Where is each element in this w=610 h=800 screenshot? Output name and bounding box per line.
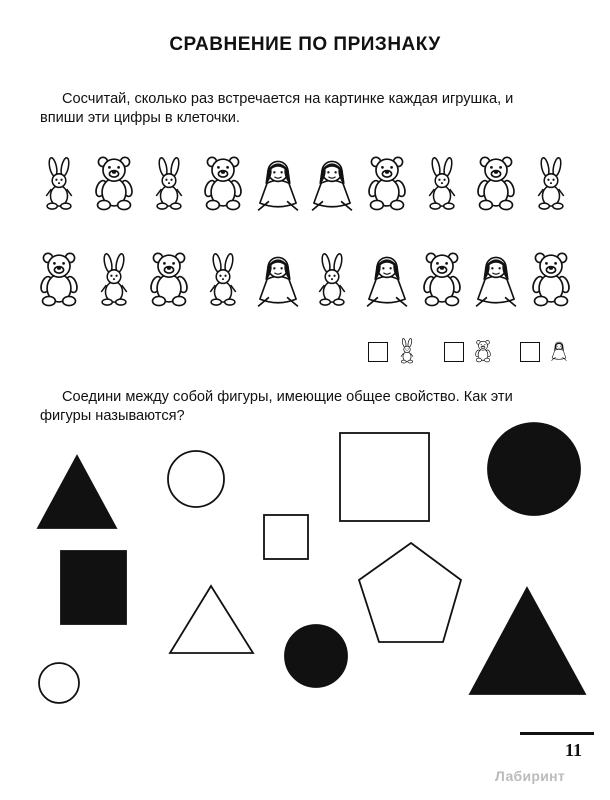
- black-square-6[interactable]: [61, 551, 126, 624]
- white-triangle-8[interactable]: [170, 586, 253, 653]
- black-circle-9[interactable]: [285, 625, 347, 687]
- white-pentagon-7[interactable]: [359, 543, 461, 642]
- page-title: СРАВНЕНИЕ ПО ПРИЗНАКУ: [169, 34, 441, 55]
- white-square-3[interactable]: [340, 433, 429, 521]
- task-2-line-1: Соедини между собой фигуры, имеющие общее свойство. Как эти: [62, 389, 513, 405]
- white-circle-11[interactable]: [39, 663, 79, 703]
- page-number-rule: [520, 732, 594, 735]
- black-triangle-10[interactable]: [470, 588, 585, 694]
- white-circle-2[interactable]: [168, 451, 224, 507]
- task-1-line-1: Сосчитай, сколько раз встречается на картинке каждая игрушка, и: [62, 91, 514, 107]
- task-1-line-2: впиши эти цифры в клеточки.: [40, 110, 240, 126]
- black-circle-4[interactable]: [488, 423, 580, 515]
- task-2-line-2: фигуры называются?: [40, 408, 185, 424]
- page-number: 11: [565, 740, 583, 760]
- publisher-watermark: Лабиринт: [495, 768, 566, 784]
- white-square-5[interactable]: [264, 515, 308, 559]
- black-triangle-1[interactable]: [38, 456, 116, 528]
